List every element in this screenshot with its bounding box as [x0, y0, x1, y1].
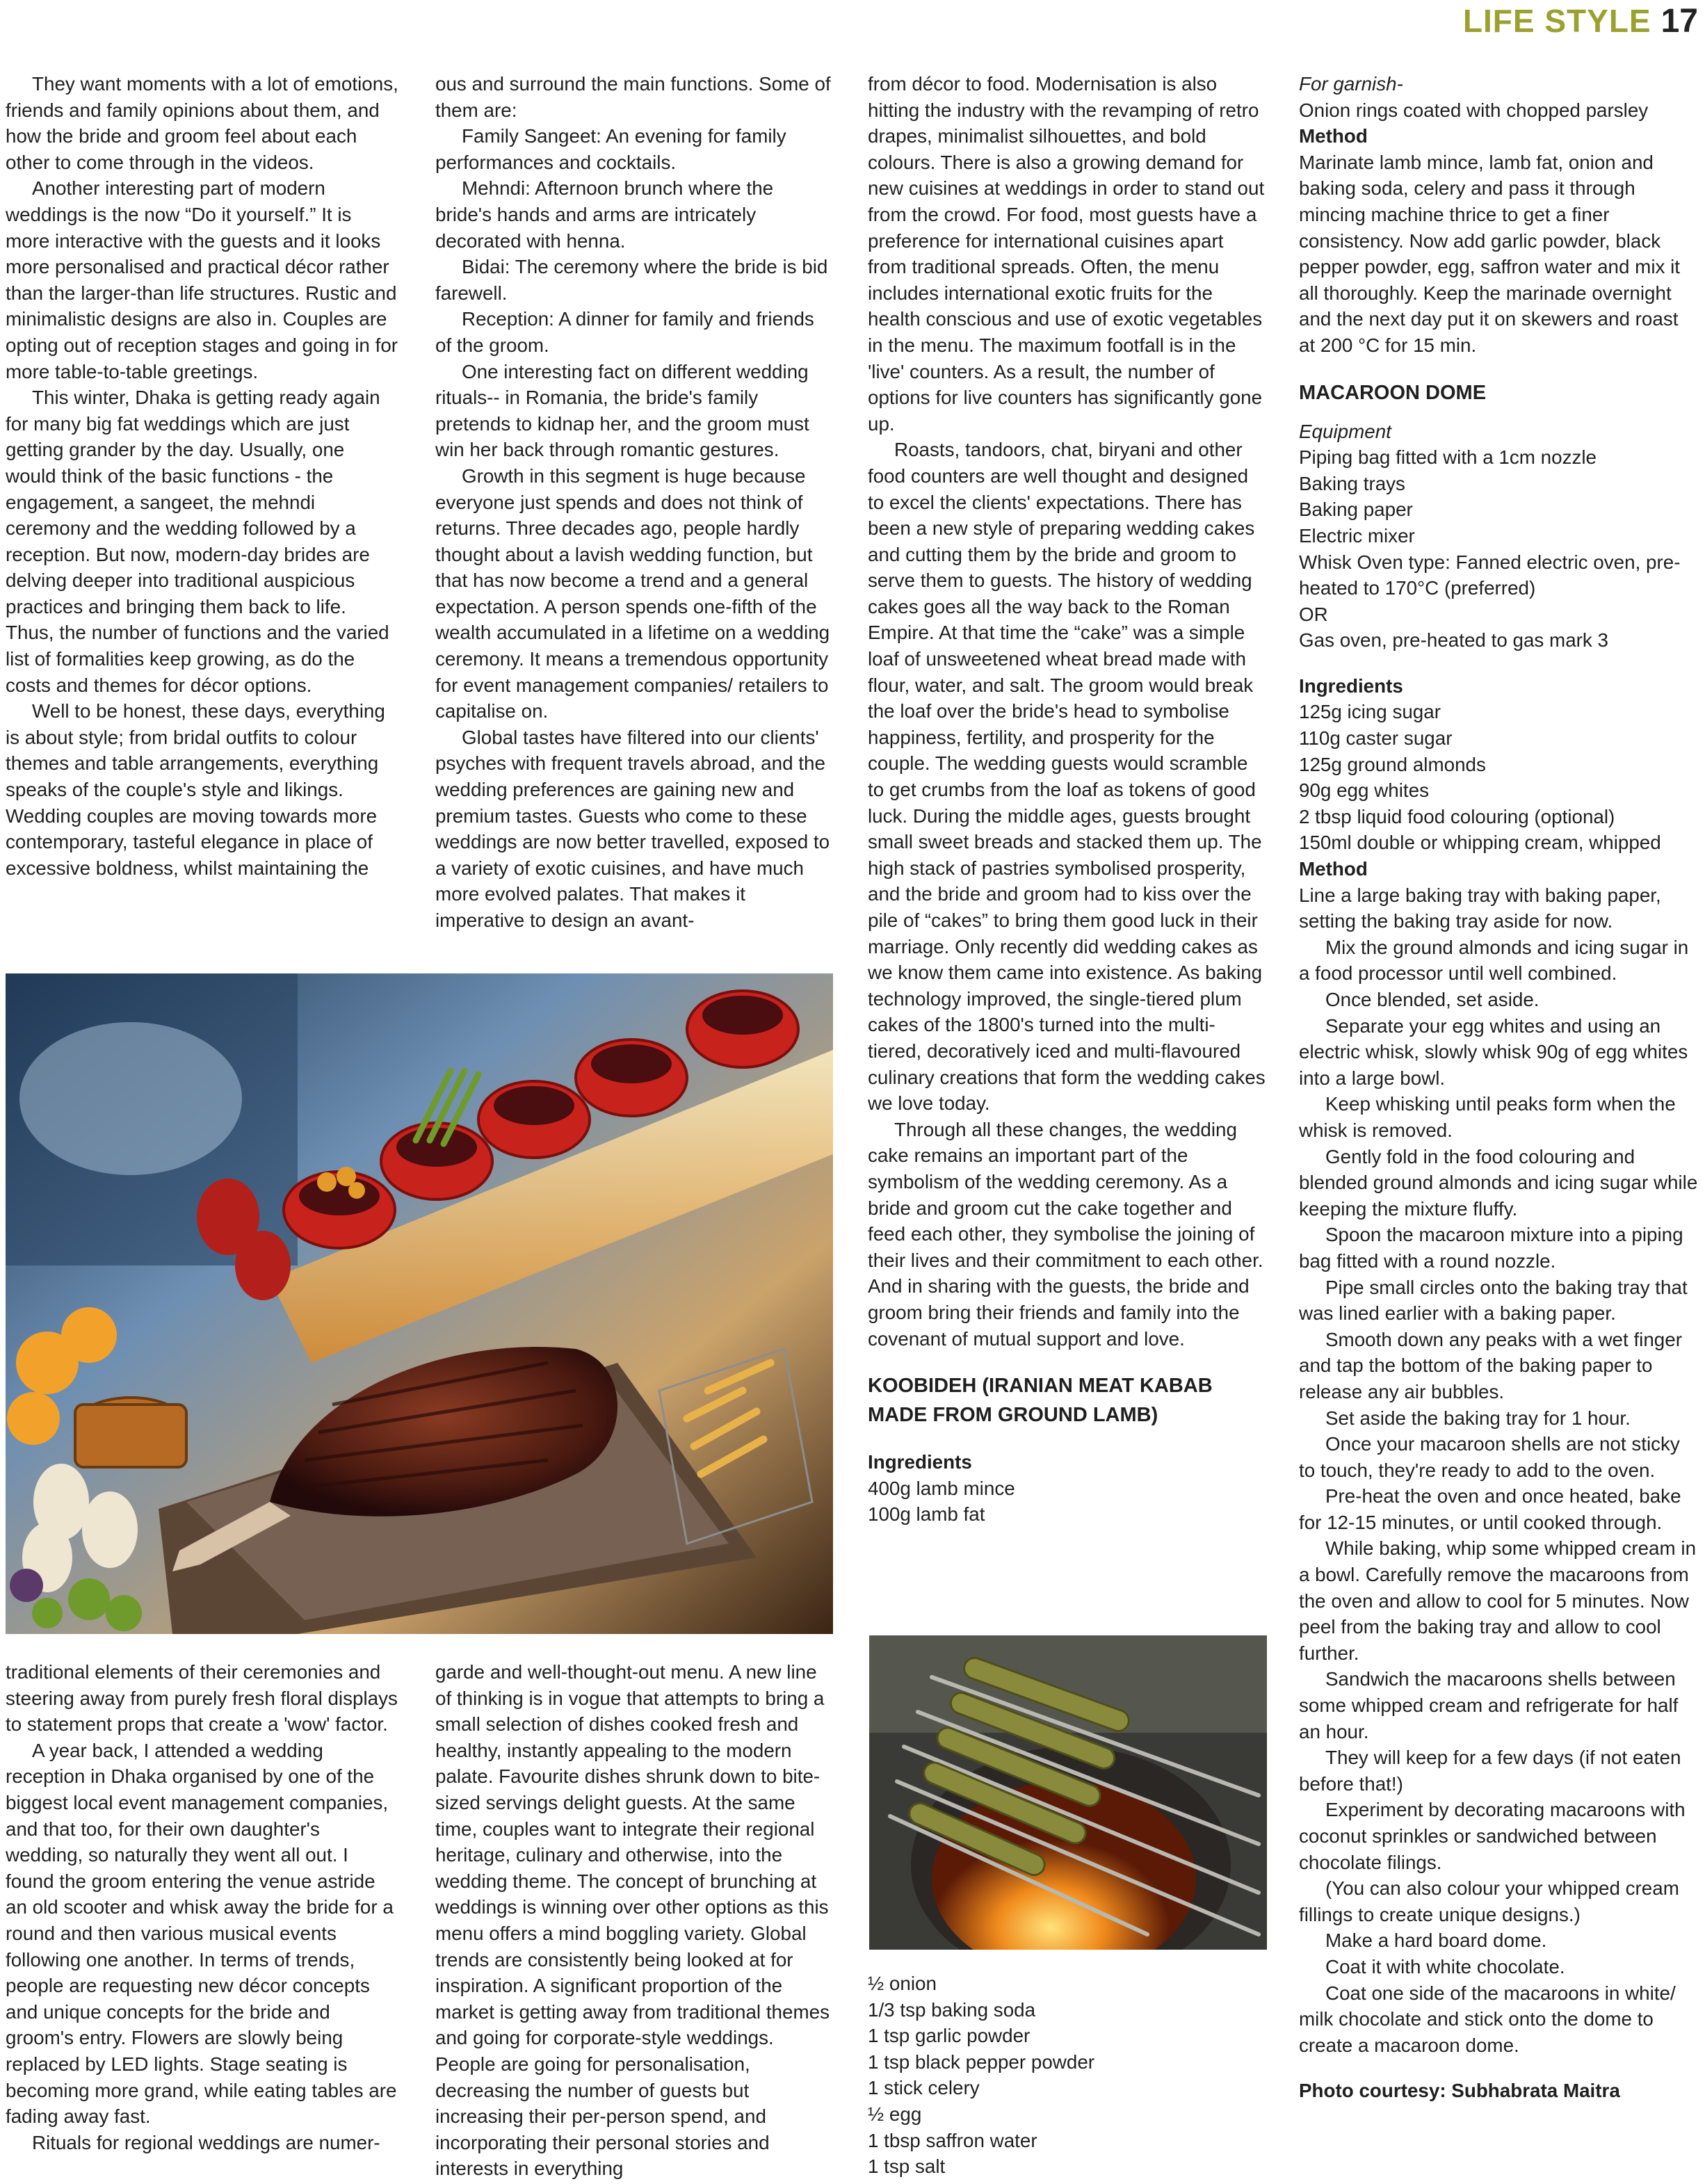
paragraph: Rituals for regional weddings are numer- — [32, 2131, 380, 2153]
ingredients-label: Ingredients — [1299, 674, 1403, 697]
equipment-item: OR — [1299, 603, 1328, 625]
ingredient: 1 tsp salt — [868, 2155, 946, 2178]
equipment-item: Whisk Oven type: Fanned electric oven, pre-heated to 170°C (preferred) — [1299, 551, 1681, 599]
equipment-item: Gas oven, pre-heated to gas mark 3 — [1299, 629, 1608, 652]
method-step: Separate your egg whites and using an electric whisk, slowly whisk 90g of egg whites into a large bowl. — [1299, 1014, 1688, 1089]
equipment-label: Equipment — [1299, 420, 1391, 442]
paragraph: Bidai: The ceremony where the bride is bid farewell. — [435, 256, 828, 304]
equipment-item: Electric mixer — [1299, 524, 1415, 547]
paragraph: ous and surround the main functions. Some of them are: — [435, 73, 831, 121]
paragraph: Mehndi: Afternoon brunch where the bride's hands and arms are intricately decorated with henna. — [435, 177, 774, 252]
paragraph: A year back, I attended a wedding reception in Dhaka organised by one of the biggest local event management companies, and that too, for their own daughter's wedding, so naturally they went all out. I found the groom entering the venue astride an old scooter and whisk away the bride for a round and then various musical events following one another. In terms of trends, people are requesting new décor concepts and unique concepts for the bride and groom's entry. Flowers are slowly being replaced by LED lights. Stage seating is becoming more grand, while eating tables are fading away fast. — [6, 1739, 397, 2128]
ingredient: 110g caster sugar — [1299, 727, 1453, 750]
paragraph: Roasts, tandoors, chat, biryani and other food counters are well thought and designed to excel the clients' expectations. There has been a new style of preparing wedding cakes and cutting them by the bride and groom to serve them to guests. The history of wedding cakes goes all the way back to the Roman Empire. At that time the “cake” was a simple loaf of unsweetened wheat bread made with flour, water, and salt. The groom would break the loaf over the bride's head to symbolise happiness, fertility, and prosperity for the couple. The wedding guests would scramble to get crumbs from the loaf as tokens of good luck. During the middle ages, guests brought small sweet breads and stacked them up. The high stack of pastries symbolised prosperity, and the bride and groom had to kiss over the pile of “cakes” to bring them good luck in their marriage. Only recently did wedding cakes as we know them came into existence. As baking technology improved, the single-tiered plum cakes of the 1800's turned into the multi-tiered, decoratively iced and multi-flavoured culinary creations that form the wedding cakes we love today. — [868, 439, 1266, 1115]
paragraph: Growth in this segment is huge because everyone just spends and does not think of returns. Three decades ago, people hardly thought about a lavish wedding function, but that has now become a trend and a general expectation. A person spends one-fifth of the wealth accumulated in a lifetime on a wedding ceremony. It means a tremendous opportunity for event management companies/ retailers to capitalise on. — [435, 464, 830, 722]
method-step: Coat it with white chocolate. — [1325, 1955, 1565, 1977]
koobideh-ingredients-list — [868, 1971, 1266, 2180]
article-col3 — [868, 71, 1266, 1528]
method-step: Line a large baking tray with baking paper, setting the baking tray aside for now. — [1299, 884, 1661, 932]
ingredient: 100g lamb fat — [868, 1503, 985, 1526]
paragraph: Through all these changes, the wedding cake remains an important part of the symbolism of the wedding ceremony. As a bride and groom cut the cake together and feed each other, they symbolise the joining of their lives and their commitment to each other. And in sharing with the guests, the bride and groom bring their friends and family into the covenant of mutual support and love. — [868, 1118, 1263, 1350]
garnish-label: For garnish- — [1299, 73, 1403, 95]
ingredients-label: Ingredients — [868, 1451, 972, 1473]
method-step: Experiment by decorating macaroons with coconut sprinkles or sandwiched between chocolate filings. — [1299, 1799, 1686, 1873]
equipment-item: Piping bag fitted with a 1cm nozzle — [1299, 446, 1597, 469]
ingredient: 1 tsp black pepper powder — [868, 2050, 1095, 2073]
steak-photo — [6, 973, 833, 1634]
kebab-photo — [869, 1635, 1267, 1950]
method-step: Pre-heat the oven and once heated, bake for 12-15 minutes, or until cooked through. — [1299, 1485, 1681, 1533]
recipe-title-macaroon: MACAROON DOME — [1299, 381, 1487, 404]
method-step: Mix the ground almonds and icing sugar in a food processor until well combined. — [1299, 936, 1689, 985]
recipe-title-koobideh: KOOBIDEH (IRANIAN MEAT KABAB MADE FROM GROUND LAMB) — [868, 1375, 1213, 1427]
section-title: LIFE STYLE — [1462, 3, 1651, 39]
garnish-text: Onion rings coated with chopped parsley — [1299, 99, 1649, 121]
paragraph: Reception: A dinner for family and friends of the groom. — [435, 308, 814, 356]
ingredient: 125g icing sugar — [1299, 701, 1441, 723]
ingredient: ½ egg — [868, 2103, 922, 2125]
ingredient: 1 stick celery — [868, 2077, 980, 2099]
article-col1-bottom — [6, 1659, 399, 2155]
article-col2-bottom — [435, 1659, 833, 2182]
paragraph: Another interesting part of modern weddings is the now “Do it yourself.” It is more interactive with the guests and it looks more personalised and practical décor rather than the larger-than life structures. Rustic and minimalistic designs are also in. Couples are opting out of reception stages and going in for more table-to-table greetings. — [6, 177, 398, 382]
paragraph: garde and well-thought-out menu. A new line of thinking is in vogue that attempts to bring a small selection of dishes cooked fresh and healthy, instantly appealing to the modern palate. Favourite dishes shrunk down to bite-sized servings delight guests. At the same time, couples want to integrate their regional heritage, culinary and otherwise, into the wedding theme. The concept of brunching at weddings is winning over other options as this menu offers a mind boggling variety. Global trends are consistently being looked at for inspiration. A significant proportion of the market is getting away from traditional themes and going for corporate-style weddings. People are going for personalisation, decreasing the number of guests but increasing their per-person spend, and incorporating their personal stories and interests in everything — [435, 1661, 830, 2180]
ingredient: 2 tbsp liquid food colouring (optional) — [1299, 805, 1615, 827]
recipe-col4 — [1299, 71, 1698, 2104]
method-step: Sandwich the macaroons shells between some whipped cream and refrigerate for half an hour. — [1299, 1668, 1679, 1742]
equipment-item: Baking trays — [1299, 472, 1405, 494]
paragraph: Well to be honest, these days, everything is about style; from bridal outfits to colour themes and table arrangements, everything speaks of the couple's style and likings. Wedding couples are moving towards more contemporary, tasteful elegance in place of excessive boldness, whilst maintaining the — [6, 700, 385, 879]
page-header — [1463, 3, 1698, 39]
ingredient: 90g egg whites — [1299, 779, 1429, 802]
article-col1-top — [6, 71, 399, 881]
method-step: They will keep for a few days (if not eaten before that!) — [1299, 1747, 1681, 1795]
method-label: Method — [1299, 858, 1368, 880]
article-col2-top — [435, 71, 833, 934]
method-label: Method — [1299, 125, 1368, 147]
method-step: Set aside the baking tray for 1 hour. — [1325, 1407, 1631, 1429]
method-step: Coat one side of the macaroons in white/ milk chocolate and stick onto the dome to create a macaroon dome. — [1299, 1982, 1676, 2056]
paragraph: Family Sangeet: An evening for family performances and cocktails. — [435, 125, 786, 173]
ingredient: 1 tbsp saffron water — [868, 2129, 1037, 2151]
method-step: Once your macaroon shells are not sticky to touch, they're ready to add to the oven. — [1299, 1433, 1680, 1481]
method-step: Spoon the macaroon mixture into a piping bag fitted with a round nozzle. — [1299, 1224, 1683, 1272]
ingredient: 400g lamb mince — [868, 1477, 1015, 1499]
ingredient: ½ onion — [868, 1973, 937, 1994]
paragraph: This winter, Dhaka is getting ready again for many big fat weddings which are just getting grander by the day. Usually, one would think of the basic functions - the engagement, a sangeet, the mehndi ceremony and the wedding followed by a reception. But now, modern-day brides are delving deeper into traditional auspicious practices and bringing them back to life. Thus, the number of functions and the varied list of formalities keep growing, as do the costs and themes for décor options. — [6, 387, 389, 696]
ingredient: 1/3 tsp baking soda — [868, 1998, 1036, 2021]
page-number: 17 — [1660, 2, 1698, 40]
method-step: Make a hard board dome. — [1325, 1930, 1547, 1952]
method-step: Smooth down any peaks with a wet finger and tap the bottom of the baking paper to release any air bubbles. — [1299, 1328, 1682, 1402]
method-step: Keep whisking until peaks form when the whisk is removed. — [1299, 1093, 1676, 1141]
kebab-photo-illustration — [869, 1635, 1267, 1950]
ingredient: 150ml double or whipping cream, whipped — [1299, 832, 1661, 854]
paragraph: They want moments with a lot of emotions, friends and family opinions about them, and how the bride and groom feel about each other to come through in the videos. — [6, 73, 398, 173]
method-step: Pipe small circles onto the baking tray that was lined earlier with a baking paper. — [1299, 1276, 1688, 1325]
paragraph: traditional elements of their ceremonies and steering away from purely fresh floral displays to statement props that create a 'wow' factor. — [6, 1661, 398, 1736]
method-step: Once blended, set aside. — [1325, 989, 1540, 1010]
equipment-item: Baking paper — [1299, 499, 1413, 521]
method-step: Gently fold in the food colouring and blended ground almonds and icing sugar while keeping the mixture fluffy. — [1299, 1145, 1698, 1220]
paragraph: Global tastes have filtered into our clients' psyches with frequent travels abroad, and the wedding preferences are gaining new and premium tastes. Guests who come to these weddings are now better travelled, exposed to a variety of exotic cuisines, and have much more evolved palates. That makes it imperative to design an avant- — [435, 726, 830, 931]
paragraph: One interesting fact on different wedding rituals-- in Romania, the bride's family pretends to kidnap her, and the groom must win her back through romantic gestures. — [435, 360, 809, 461]
paragraph: from décor to food. Modernisation is also hitting the industry with the revamping of retro drapes, minimalist silhouettes, and bold colours. There is also a growing demand for new cuisines at weddings in order to stand out from the crowd. For food, most guests have a preference for international cuisines apart from traditional spreads. Often, the menu includes international exotic fruits for the health conscious and use of exotic vegetables in the menu. The maximum footfall is in the 'live' counters. As a result, the number of options for live counters has significantly gone up. — [868, 73, 1265, 435]
ingredient: 125g ground almonds — [1299, 753, 1486, 775]
method-text: Marinate lamb mince, lamb fat, onion and baking soda, celery and pass it through mincing machine thrice to get a finer consistency. Now add garlic powder, black pepper powder, egg, saffron water and mix it all thoroughly. Keep the marinade overnight and the next day put it on skewers and roast at 200 °C for 15 min. — [1299, 151, 1681, 356]
steak-photo-illustration — [6, 973, 833, 1634]
photo-credit: Photo courtesy: Subhabrata Maitra — [1299, 2080, 1620, 2102]
ingredient: 1 tsp garlic powder — [868, 2025, 1031, 2047]
method-step: (You can also colour your whipped cream fillings to create unique designs.) — [1299, 1877, 1679, 1925]
method-step: While baking, whip some whipped cream in a bowl. Carefully remove the macaroons from the oven and allow to cool for 5 minutes. Now peel from the baking tray and allow to cool further. — [1299, 1537, 1697, 1664]
